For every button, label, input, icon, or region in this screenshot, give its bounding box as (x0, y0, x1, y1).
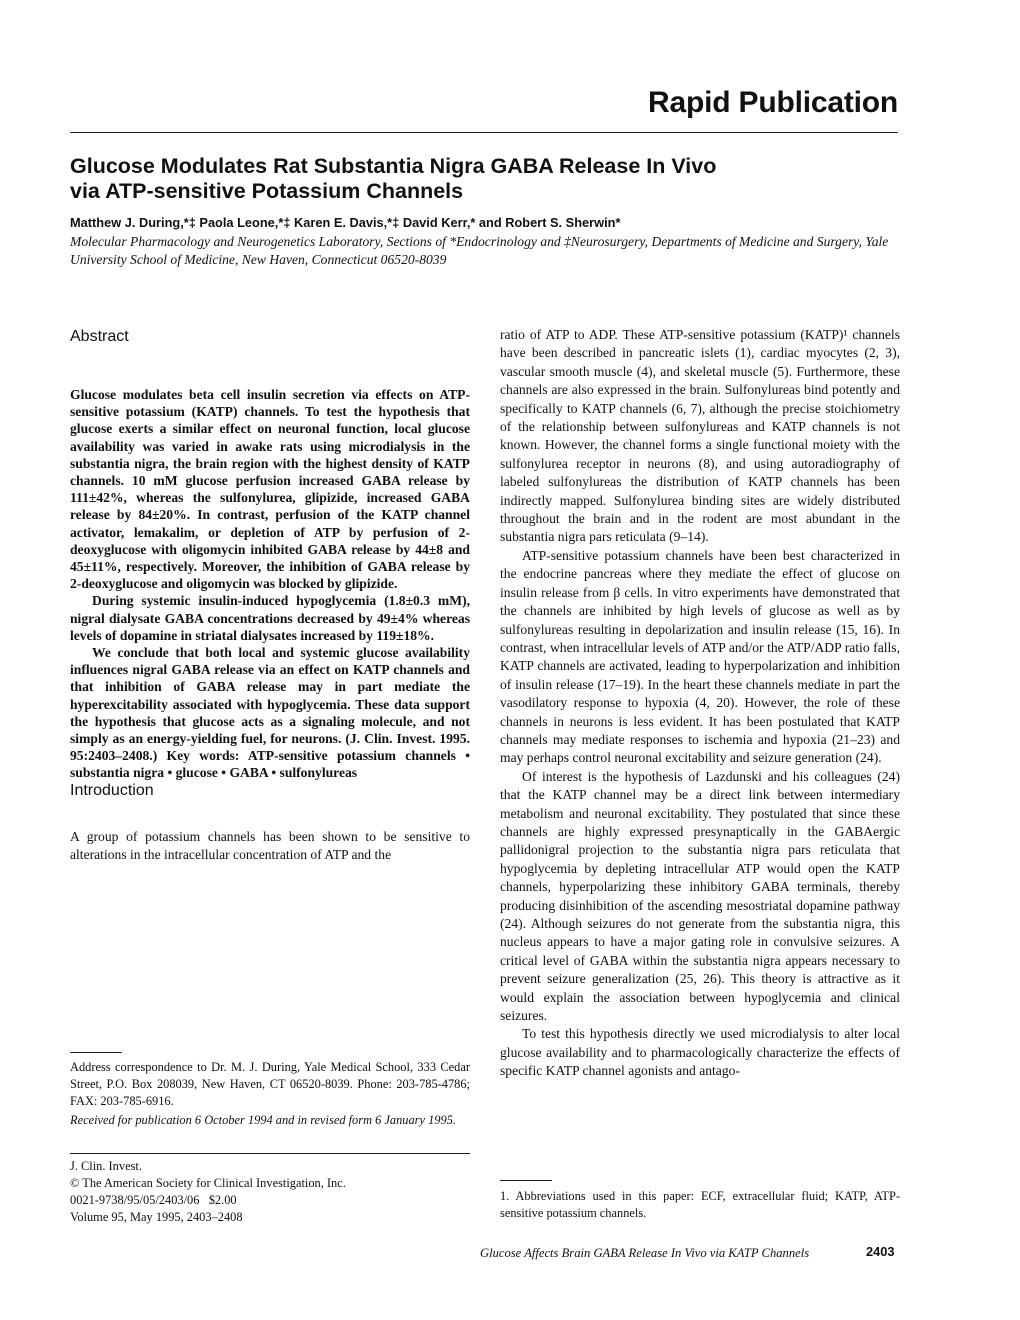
correspondence-address: Address correspondence to Dr. M. J. During, Yale Medical School, 333 Cedar Street, P.O. Box 208039, New Haven, CT 06520-8039. Phone: 203-785-4786; FAX: 203-785-6916. (70, 1060, 470, 1108)
abstract-paragraph: Glucose modulates beta cell insulin secretion via effects on ATP-sensitive potassium (KATP) channels. To test the hypothesis that glucose exerts a similar effect on neuronal function, local glucose availability was varied in awake rats using microdialysis in the substantia nigra, the brain region with the highest density of KATP channels. 10 mM glucose perfusion increased GABA release by 111±42%, whereas the sulfonylurea, glipizide, increased GABA release by 84±20%. In contrast, perfusion of the KATP channel activator, lemakalim, or depletion of ATP by perfusion of 2-deoxyglucose with oligomycin inhibited GABA release by 44±8 and 45±11%, respectively. Moreover, the inhibition of GABA release by 2-deoxyglucose and oligomycin was blocked by glipizide. (70, 387, 470, 592)
left-column (70, 328, 470, 864)
footnote-rule (70, 1052, 122, 1053)
introduction-paragraph: To test this hypothesis directly we used microdialysis to alter local glucose availability and to pharmacologically characterize the effects of specific KATP channel agonists and antago- (500, 1026, 900, 1079)
footnote: 1. Abbreviations used in this paper: ECF, extracellular fluid; KATP, ATP-sensitive potassium channels. (500, 1189, 900, 1220)
running-title: Glucose Affects Brain GABA Release In Vivo via KATP Channels (480, 1246, 810, 1260)
page-number: 2403 (866, 1244, 895, 1259)
abstract-paragraph: We conclude that both local and systemic glucose availability influences nigral GABA release via an effect on KATP channels and that inhibition of GABA release may in part mediate the hyperexcitability associated with hypoglycemia. These data support the hypothesis that glucose acts as a signaling molecule, and not simply as an energy-yielding fuel, for neurons. (J. Clin. Invest. 1995. 95:2403–2408.) Key words: ATP-sensitive potassium channels • substantia nigra • glucose • GABA • sulfonylureas (70, 645, 470, 781)
received-date: Received for publication 6 October 1994 and in revised form 6 January 1995. (70, 1113, 456, 1127)
abstract-paragraph: During systemic insulin-induced hypoglycemia (1.8±0.3 mM), nigral dialysate GABA concentrations decreased by 49±4% whereas levels of dopamine in striatal dialysates increased by 119±18%. (70, 593, 470, 643)
affiliation: Molecular Pharmacology and Neurogenetics Laboratory, Sections of *Endocrinology and ‡Neurosurgery, Departments of Medicine and Surgery, Yale University School of Medicine, New Haven, Connecticut 06520-8039 (70, 234, 889, 267)
introduction-heading: Introduction (70, 781, 154, 799)
journal-name: J. Clin. Invest. (70, 1159, 142, 1173)
introduction-paragraph: ratio of ATP to ADP. These ATP-sensitive potassium (KATP)¹ channels have been described in pancreatic islets (1), cardiac myocytes (2, 3), vascular smooth muscle (4), and skeletal muscle (5). Furthermore, these channels are also expressed in the brain. Sulfonylureas bind potently and specifically to KATP channels (6, 7), although the precise stoichiometry of the relationship between sulfonylureas and KATP channels is not known. However, the channel forms a single functional moiety with the sulfonylurea receptor in neurons (8), and using autoradiography of labeled sulfonylureas the distribution of KATP channels has been indirectly mapped. Sulfonylurea binding sites are widely distributed throughout the brain and in the rodent are most abundant in the substantia nigra pars reticulata (9–14). (500, 327, 900, 545)
introduction-paragraph: Of interest is the hypothesis of Lazdunski and his colleagues (24) that the KATP channel may be a direct link between intermediary metabolism and neuronal excitability. They postulated that since these channels are highly expressed presynaptically in the GABAergic pallidonigral projection to the substantia nigra pars reticulata that hypoglycemia by depleting intracellular ATP would open the KATP channels, hyperpolarizing these inhibitory GABA terminals, thereby producing disinhibition of the ascending mesostriatal dopamine pathway (24). Although seizures do not generate from the substantia nigra, this nucleus appears to have a major gating role in convulsive seizures. A critical level of GABA within the substantia nigra appears necessary to prevent seizure generalization (25, 26). This theory is attractive as it would explain the association between hypoglycemia and clinical seizures. (500, 768, 900, 1024)
abstract-body (70, 386, 470, 782)
issn-line: 0021-9738/95/05/2403/06 $2.00 (70, 1193, 237, 1207)
publication-rule (70, 1153, 470, 1154)
article-title (70, 154, 870, 204)
copyright-line: © The American Society for Clinical Investigation, Inc. (70, 1176, 346, 1190)
header-rule (70, 132, 898, 133)
volume-line: Volume 95, May 1995, 2403–2408 (70, 1210, 243, 1224)
title-line-1: Glucose Modulates Rat Substantia Nigra GABA Release In Vivo (70, 154, 717, 178)
footnote-rule (500, 1180, 552, 1181)
introduction-paragraph: ATP-sensitive potassium channels have been best characterized in the endocrine pancreas where they mediate the effect of glucose on insulin release from β cells. In vitro experiments have demonstrated that the channels are inhibited by high levels of glucose as well as by sulfonylureas resulting in depolarization and insulin release (15, 16). In contrast, when intracellular levels of ATP and/or the ATP/ADP ratio falls, KATP channels are activated, leading to hyperpolarization and inhibition of insulin release (17–19). In the heart these channels mediate in part the vasodilatory response to hypoxia (4, 20). However, the role of these channels in neurons is less evident. It has been postulated that KATP channels may mediate responses to ischemia and hypoxia (21–23) and may perhaps control neuronal excitability and seizure generation (24). (500, 547, 900, 766)
correspondence-block (70, 1059, 470, 1129)
title-line-2: via ATP-sensitive Potassium Channels (70, 179, 464, 203)
right-column (500, 326, 900, 1081)
publication-info (70, 1158, 470, 1226)
introduction-paragraph: A group of potassium channels has been shown to be sensitive to alterations in the intracellular concentration of ATP and the (70, 828, 470, 863)
author-list: Matthew J. During,*‡ Paola Leone,*‡ Karen E. Davis,*‡ David Kerr,* and Robert S. Sherwin* (70, 215, 621, 230)
section-label: Rapid Publication (648, 86, 898, 119)
abstract-heading: Abstract (70, 328, 129, 345)
